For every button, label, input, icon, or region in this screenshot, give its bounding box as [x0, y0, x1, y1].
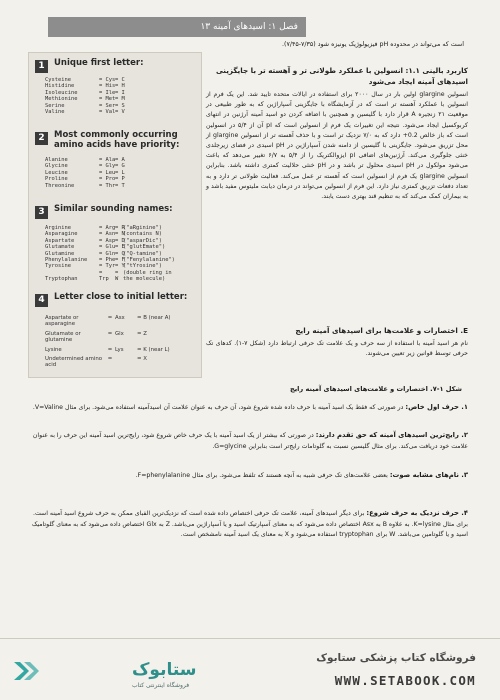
rule-3 — [28, 470, 468, 482]
section-title: Letter close to initial letter: — [54, 292, 188, 302]
clinical-heading: کاربرد بالینی ۱.۱: انسولین با عملکرد طولانی تر و آهسته تر با جایگزینی اسیدهای آمینه ایجاد می‌شود — [215, 66, 468, 86]
section-4 — [35, 293, 193, 309]
section-number: 2 — [35, 132, 48, 145]
section-e-paragraph: نام هر اسید آمینه با استفاده از سه حرف و یک علامت تک حرفی ارتباط دارد (شکل ۷-۱). کدهای تک حرفی توسط قوانین زیر تعیین می‌شوند. — [206, 339, 468, 357]
code-row: Glutamine = Gln= Q("Q-tamine") — [45, 250, 162, 257]
sec4-codes — [45, 315, 187, 372]
section-title: Most commonly occurring amino acids have priority: — [54, 130, 180, 150]
code-row: Glutamate = Glu= E("glutEmate") — [45, 244, 166, 251]
code-row: Tryptophan= Trp= W(double ring in the molecule) — [45, 269, 172, 283]
chevron-icon — [14, 662, 29, 680]
code-row: Lysine = Lys = K (near L) — [45, 346, 170, 353]
code-row: Asparagine = Asn= N(contains N) — [45, 231, 162, 238]
section-number: 1 — [35, 60, 48, 73]
section-title: Unique first letter: — [54, 58, 144, 68]
amino-acid-figure — [28, 52, 202, 378]
footer-url-link[interactable]: WWW.SETABOOK.COM — [334, 673, 476, 688]
rule-heading: ۱. حرف اول خاص: — [405, 403, 468, 411]
rule-heading: ۲. رایج‌ترین اسیدهای آمینه که حق تقدم دارند: — [315, 431, 468, 439]
section-1 — [35, 59, 193, 75]
rule-text: در صورتی که فقط یک اسید آمینه با حرف داده شده شروع شود، آن حرف به عنوان علامت آن اسیدآمینه استفاده می‌شود. برای مثال V=Valine. — [32, 404, 404, 411]
code-row: Threonine = Thr= T — [45, 182, 125, 189]
clinical-paragraph: انسولین glargine اولین بار در سال ۲۰۰۰ برای استفاده در ایالات متحده تایید شد. این یک فرم از انسولین با عملکرد آهسته تر است که در آزمایشگاه با جایگزینی آسپاراژین که به طور طبیعی در موقعیت ۲۱ زنجیره A قرار دارد با گلیسین و همچنین با اضافه کردن دو اسید آمینه آرژنین در انتهای کربوکسیل ایجاد می‌شود. نتیجه این تغییرات یک فرم از انسولین است که pI آن از ۵/۴ در انسولین است که باز خالص 0.2+ دارد که به ۷/۰ نزدیک تر است و با حذف آهسته تر از انسولین glargine از محل تزریق می‌شود. جایگزینی با گلیسین از دامنه شدن آسپاراژین در pH اسیدی در فضای زیرجلدی خنثی جلوگیری می‌کند. آرژنین‌های اضافی pI ایزوالکتریک را از ۵/۴ به ۶/۷ تغییر می‌دهد که باعث می‌شود مولکول در pH اسیدی محلول تر باشد و در pH خنثی حلالیت کمتری داشته باشد. بنابراین انسولین glargine یک فرم از انسولین است که آهسته تر عمل می‌کند. فعالیت طولانی تر دارد و به تعداد دفعات تزریق کمتری نیاز دارد. این فرم از انسولین می‌تواند در درمان دیابت ملیتوس مفید باشد و به بیماران کمک می‌کند که به تنظیم قند بهتری دست یابند. — [206, 91, 468, 201]
section-2 — [35, 130, 193, 150]
code-row: Aspartate = Asp= D("asparDic") — [45, 237, 162, 244]
code-row: Valine = Val= V — [45, 108, 125, 115]
code-row: Arginine = Arg= R("aRginine") — [45, 225, 162, 231]
code-row: Histidine = His= H — [45, 83, 125, 90]
section-e-heading: E. اختصارات و علامت‌ها برای اسیدهای آمینه رایج — [295, 326, 468, 335]
rule-text: در صورتی که بیشتر از یک اسید آمینه با یک حرف خاص شروع شود، رایج‌ترین اسید آمینه این حرف را به عنوان علامت خود دریافت می‌کند. برای مثال گلیسین نسبت به گلوتامات رایج‌تر است بنابراین G=glycine. — [32, 432, 468, 450]
code-row: Glutamate or glutamine = Glx = Z — [45, 330, 147, 344]
sec2-codes — [45, 157, 187, 189]
rule-2 — [28, 430, 468, 452]
footer-divider — [0, 638, 500, 639]
code-row: Tyrosine = Tyr= Y("tYrosine") — [45, 263, 162, 270]
code-row: Serine = Ser= S — [45, 102, 125, 109]
code-row: Proline = Pro= P — [45, 176, 125, 183]
section-number: 4 — [35, 294, 48, 307]
setabook-logo[interactable] — [10, 650, 197, 692]
figure-caption: شکل ۱-۷. اختصارات و علامت‌های اسیدهای آمینه رایج — [289, 385, 462, 393]
code-row: Methionine = Met= M — [45, 96, 125, 103]
rule-text: برای دیگر اسیدهای آمینه، علامت تک حرفی اختصاص داده شده است که نزدیک‌ترین الفبای ممکن به حرف شروع اسید آمینه است. برای مثال K=lysine. به علاوه B به Asx اختصاص داده می‌شود که به معنای آسپارتیک اسید و یا آسپاراژین می‌باشد. Z به Glx اختصاص داده می‌شود که به معنای گلوتامیک اسید و یا گلوتامین می‌باشد. W برای tryptophan استفاده می‌شود و X به معنای یک اسید آمینه نامشخص است. — [31, 510, 468, 539]
rule-text: بعضی علامت‌های تک حرفی شبیه به آنچه هستند که تلفظ می‌شود. برای مثال F=phenylalanine. — [135, 472, 388, 479]
code-row: Leucine = Leu= L — [45, 169, 125, 176]
section-title: Similar sounding names: — [54, 204, 173, 214]
rule-heading: ۳. نام‌های مشابه صوت: — [389, 471, 468, 479]
logo-wordmark: ستابوک — [132, 660, 197, 680]
code-row: Glycine = Gly= G — [45, 163, 125, 170]
code-row: Undetermined amino acid = = X — [45, 356, 147, 369]
code-row: Cysteine = Cys= C — [45, 77, 125, 83]
sec3-codes — [45, 225, 187, 283]
logo-tagline: فروشگاه اینترنتی کتاب — [132, 682, 190, 689]
code-row: Alanine = Ala= A — [45, 157, 125, 163]
code-row: Isoleucine = Ile= I — [45, 89, 125, 96]
sec1-codes — [45, 77, 187, 115]
rule-1 — [28, 402, 468, 414]
code-row: Aspartate or asparagine = Asx = B (near A) — [45, 315, 171, 328]
chapter-header: فصل ۱: اسیدهای آمینه ۱۳ — [48, 17, 306, 37]
code-row: Phenylalanine = Phe= F("Fenylalanine") — [45, 256, 175, 263]
rule-heading: ۴. حرف نزدیک به حرف شروع: — [366, 509, 468, 517]
section-number: 3 — [35, 206, 48, 219]
section-3 — [35, 205, 193, 221]
rule-4 — [28, 508, 468, 541]
top-text: است که می‌تواند در محدوده pH فیزیولوژیک یونیزه شود (۷/۳۵-۷/۴۵). — [281, 41, 464, 48]
clinical-box — [206, 66, 468, 202]
footer-shop-name: فروشگاه کتاب پزشکی ستابوک — [316, 652, 476, 664]
section-e — [206, 326, 468, 359]
